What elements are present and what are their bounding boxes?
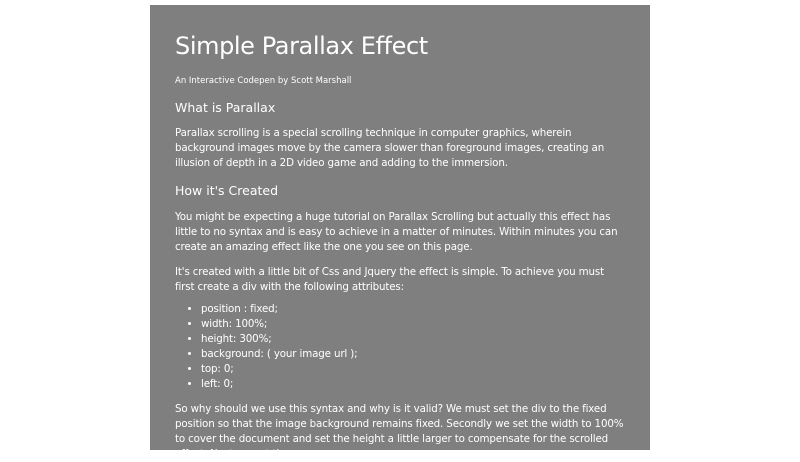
byline: An Interactive Codepen by Scott Marshall <box>175 76 352 86</box>
section-heading-how-its-created: How it's Created <box>175 183 279 198</box>
list-item: • left: 0; <box>201 377 626 392</box>
div-attributes-list <box>175 302 626 392</box>
syntax-explanation-paragraph: So why should we use this syntax and why is it valid? We must set the div to the fixed position so that the image background remains fixed. Secondly we set the width to 100% to cover the document and set the height a little larger to compensate for the scrolled effect. Next we set the <box>175 403 624 460</box>
list-item: • height: 300%; <box>201 332 626 347</box>
css-jquery-paragraph: It's created with a little bit of Css and Jquery the effect is simple. To achieve you must first create a div with the following attributes: <box>175 266 605 293</box>
page-title: Simple Parallax Effect <box>175 32 428 60</box>
list-item: • position : fixed; <box>201 302 626 317</box>
list-item: • top: 0; <box>201 362 626 377</box>
section-heading-what-is-parallax: What is Parallax <box>175 100 276 115</box>
list-item: • background: ( your image url ); <box>201 347 626 362</box>
parallax-definition-paragraph: Parallax scrolling is a special scrolling technique in computer graphics, wherein background images move by the camera slower than foreground images, creating an illusion of depth in a 2D video game and adding to the immersion. <box>175 127 605 169</box>
article-panel <box>150 5 650 460</box>
list-item: • width: 100%; <box>201 317 626 332</box>
tutorial-intro-paragraph: You might be expecting a huge tutorial on Parallax Scrolling but actually this effect has little to no syntax and is easy to achieve in a matter of minutes. Within minutes you can create an amazing effect like the one you see on this page. <box>175 211 618 253</box>
